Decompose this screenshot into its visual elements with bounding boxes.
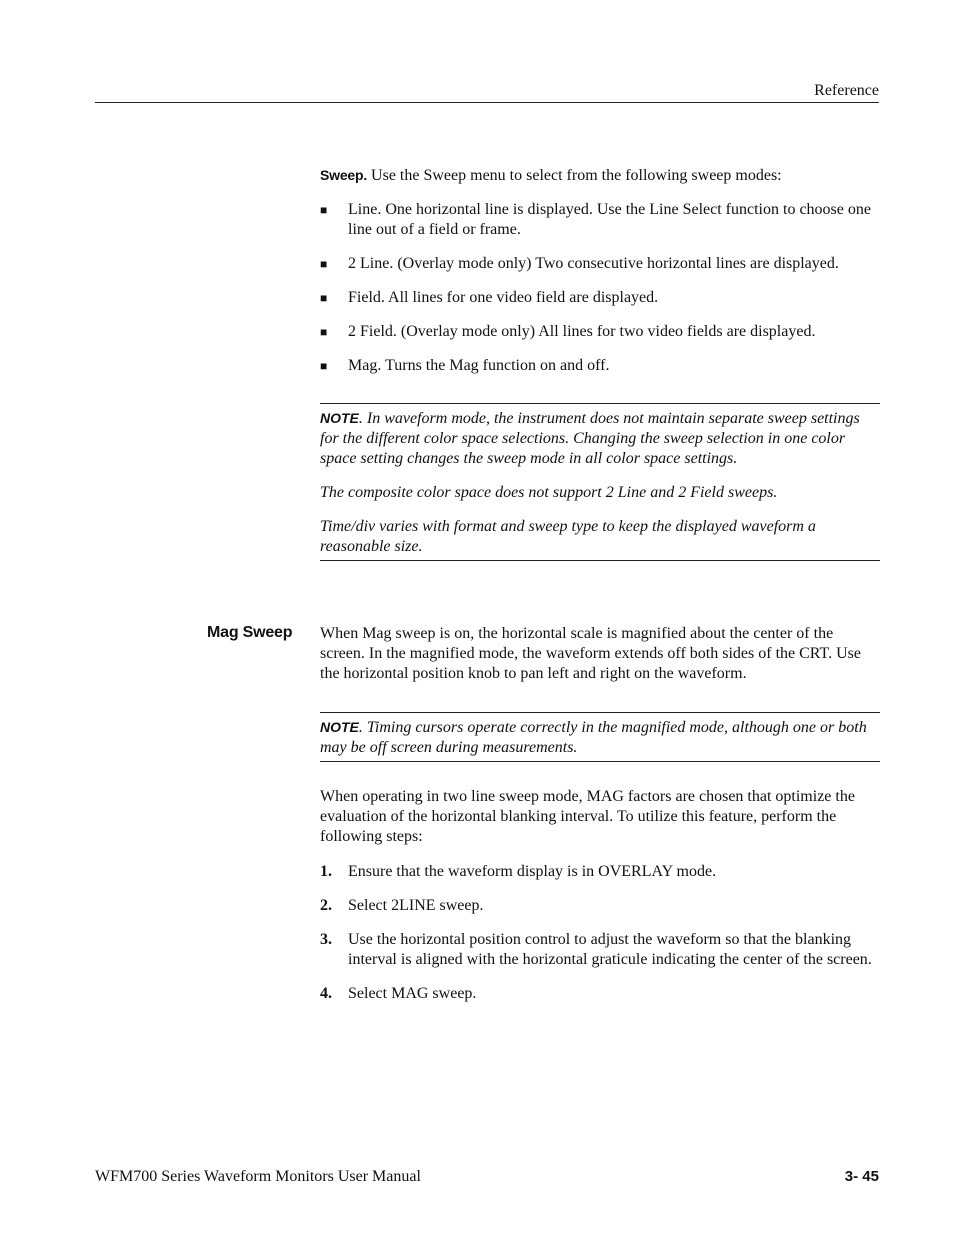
sweep-lead-text: Use the Sweep menu to select from the following sweep modes: bbox=[367, 167, 782, 184]
section-heading-mag-sweep: Mag Sweep bbox=[207, 624, 293, 641]
list-item: 2. Select 2LINE sweep. bbox=[320, 897, 484, 914]
step-number: 3. bbox=[320, 931, 332, 948]
step-number: 2. bbox=[320, 897, 332, 914]
list-item: ■ 2 Line. (Overlay mode only) Two consecutive horizontal lines are displayed. bbox=[320, 255, 839, 272]
steps-list bbox=[320, 862, 882, 1004]
list-item: ■ Field. All lines for one video field are displayed. bbox=[320, 289, 659, 306]
list-item: 1. Ensure that the waveform display is in OVERLAY mode. bbox=[320, 863, 717, 880]
square-bullet-icon: ■ bbox=[320, 203, 328, 217]
running-header: Reference bbox=[814, 82, 879, 99]
note-paragraph: The composite color space does not support 2 Line and 2 Field sweeps. bbox=[320, 484, 778, 501]
footer-manual-title: WFM700 Series Waveform Monitors User Manual bbox=[95, 1168, 421, 1185]
note-box-mag bbox=[320, 712, 880, 762]
sweep-intro bbox=[320, 165, 882, 186]
list-item: ■ Line. One horizontal line is displayed. Use the Line Select function to choose one line out of a field or frame. bbox=[320, 201, 871, 238]
mag-sweep-intro: When Mag sweep is on, the horizontal scale is magnified about the center of the screen. In the magnified mode, the waveform extends off both sides of the CRT. Use the horizontal position knob to pan left and right on the waveform. bbox=[320, 625, 861, 682]
step-number: 4. bbox=[320, 985, 332, 1002]
steps-intro: When operating in two line sweep mode, MAG factors are chosen that optimize the evaluation of the horizontal blanking interval. To utilize this feature, perform the following steps: bbox=[320, 788, 855, 845]
sweep-mode-list bbox=[320, 200, 882, 376]
header-rule bbox=[95, 102, 879, 103]
note-box-sweep bbox=[320, 403, 880, 561]
square-bullet-icon: ■ bbox=[320, 325, 328, 339]
list-item: 3. Use the horizontal position control to adjust the waveform so that the blanking interval is aligned with the horizontal graticule indicating the center of the screen. bbox=[320, 931, 872, 968]
note-paragraph: Time/div varies with format and sweep type to keep the displayed waveform a reasonable size. bbox=[320, 518, 816, 555]
square-bullet-icon: ■ bbox=[320, 359, 328, 373]
list-item: ■ 2 Field. (Overlay mode only) All lines for two video fields are displayed. bbox=[320, 323, 816, 340]
note-paragraph: NOTE. Timing cursors operate correctly in the magnified mode, although one or both may be off screen during measurements. bbox=[320, 719, 867, 756]
note-paragraph: NOTE. In waveform mode, the instrument does not maintain separate sweep settings for the different color space selections. Changing the sweep selection in one color space setting changes the sweep mode in all color space settings. bbox=[320, 410, 860, 467]
square-bullet-icon: ■ bbox=[320, 291, 328, 305]
list-item: 4. Select MAG sweep. bbox=[320, 985, 477, 1002]
square-bullet-icon: ■ bbox=[320, 257, 328, 271]
step-number: 1. bbox=[320, 863, 332, 880]
note-label: NOTE bbox=[320, 719, 359, 735]
page-number: 3- 45 bbox=[844, 1168, 879, 1185]
sweep-lead-label: Sweep. bbox=[320, 167, 368, 183]
list-item: ■ Mag. Turns the Mag function on and off. bbox=[320, 357, 610, 374]
note-label: NOTE bbox=[320, 410, 359, 426]
